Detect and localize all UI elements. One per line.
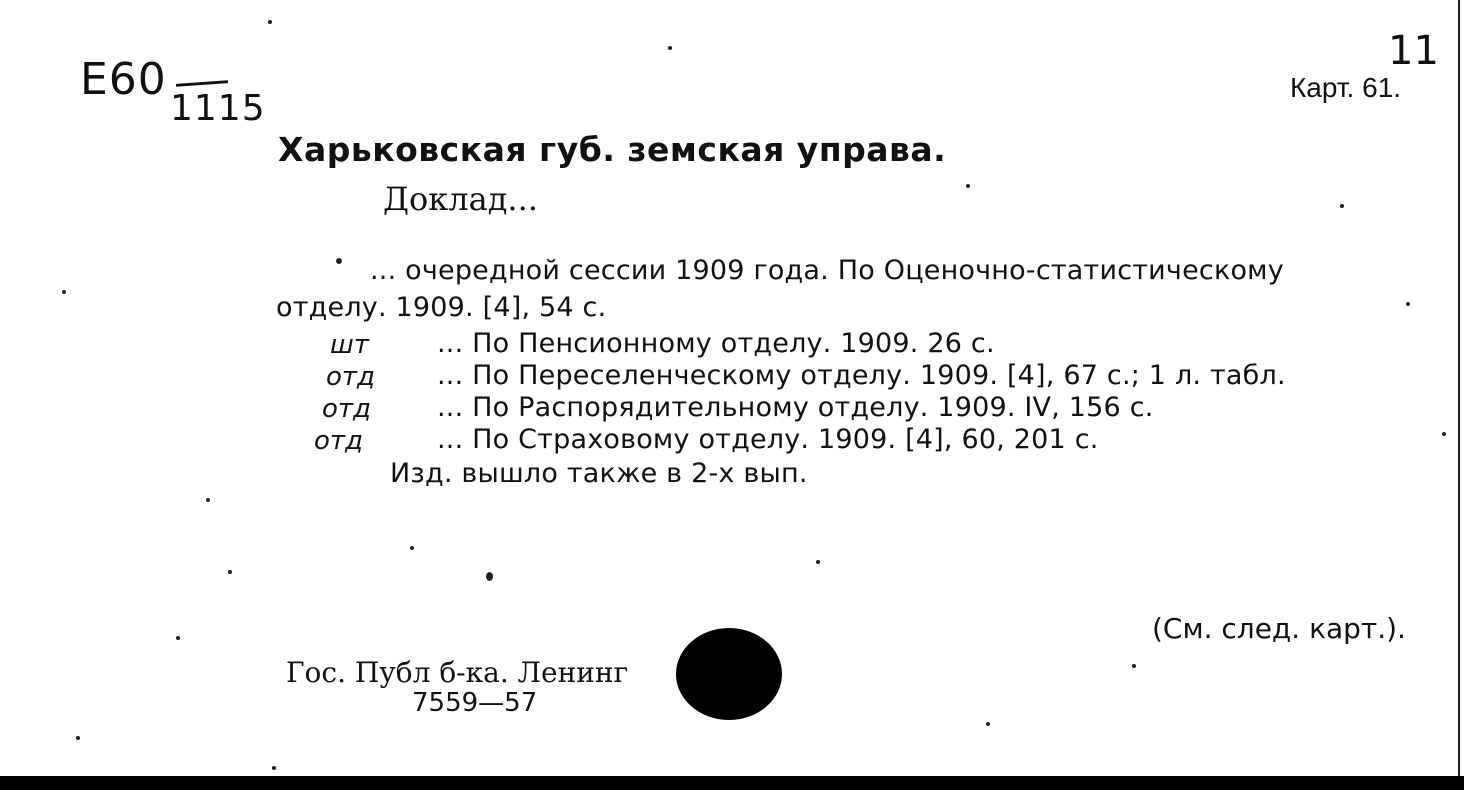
speck xyxy=(1340,204,1344,208)
margin-mark: отд xyxy=(322,394,372,424)
speck xyxy=(816,560,820,564)
speck xyxy=(966,184,970,188)
speck xyxy=(76,736,80,740)
body-line: ... очередной сессии 1909 года. По Оценочно-статистическому xyxy=(370,255,1284,286)
title-heading: Доклад... xyxy=(383,180,538,218)
speck xyxy=(206,498,210,502)
speck xyxy=(62,290,66,294)
card-right-edge xyxy=(1458,0,1460,776)
card-number-handwritten: 11 xyxy=(1388,28,1439,74)
shelfmark-top: Е60 xyxy=(80,54,167,105)
speck xyxy=(176,636,180,640)
speck xyxy=(268,20,272,24)
speck xyxy=(272,766,276,770)
margin-mark: отд xyxy=(314,426,364,456)
body-line: ... По Страховому отделу. 1909. [4], 60, 201 с. xyxy=(437,424,1099,455)
card-bottom-edge xyxy=(0,776,1464,790)
edition-note: Изд. вышло также в 2-х вып. xyxy=(390,458,808,489)
speck xyxy=(986,722,990,726)
margin-mark: шт xyxy=(330,330,369,360)
author-heading: Харьковская губ. земская управа. xyxy=(278,130,947,169)
library-imprint: Гос. Публ б-ка. Ленинг xyxy=(286,656,629,689)
shelfmark-divider xyxy=(176,80,228,87)
body-line: отделу. 1909. [4], 54 с. xyxy=(276,292,607,323)
body-line: ... По Распорядительному отделу. 1909. IV, 156 с. xyxy=(437,392,1154,423)
shelfmark-bottom: 1115 xyxy=(170,88,266,129)
body-line: ... По Переселенческому отделу. 1909. [4], 67 с.; 1 л. табл. xyxy=(437,360,1286,391)
speck xyxy=(1406,302,1410,306)
speck xyxy=(336,258,342,264)
body-line: ... По Пенсионному отделу. 1909. 26 с. xyxy=(437,328,995,359)
print-order-number: 7559—57 xyxy=(412,688,538,718)
speck xyxy=(228,570,232,574)
speck xyxy=(1442,432,1446,436)
card-number: Карт. 61. xyxy=(1290,72,1402,103)
margin-mark: отд xyxy=(326,362,376,392)
speck xyxy=(668,46,672,50)
speck xyxy=(486,572,493,581)
punch-hole xyxy=(676,628,782,720)
see-next-card: (См. след. карт.). xyxy=(1152,612,1406,645)
speck xyxy=(1132,664,1136,668)
speck xyxy=(410,546,414,550)
